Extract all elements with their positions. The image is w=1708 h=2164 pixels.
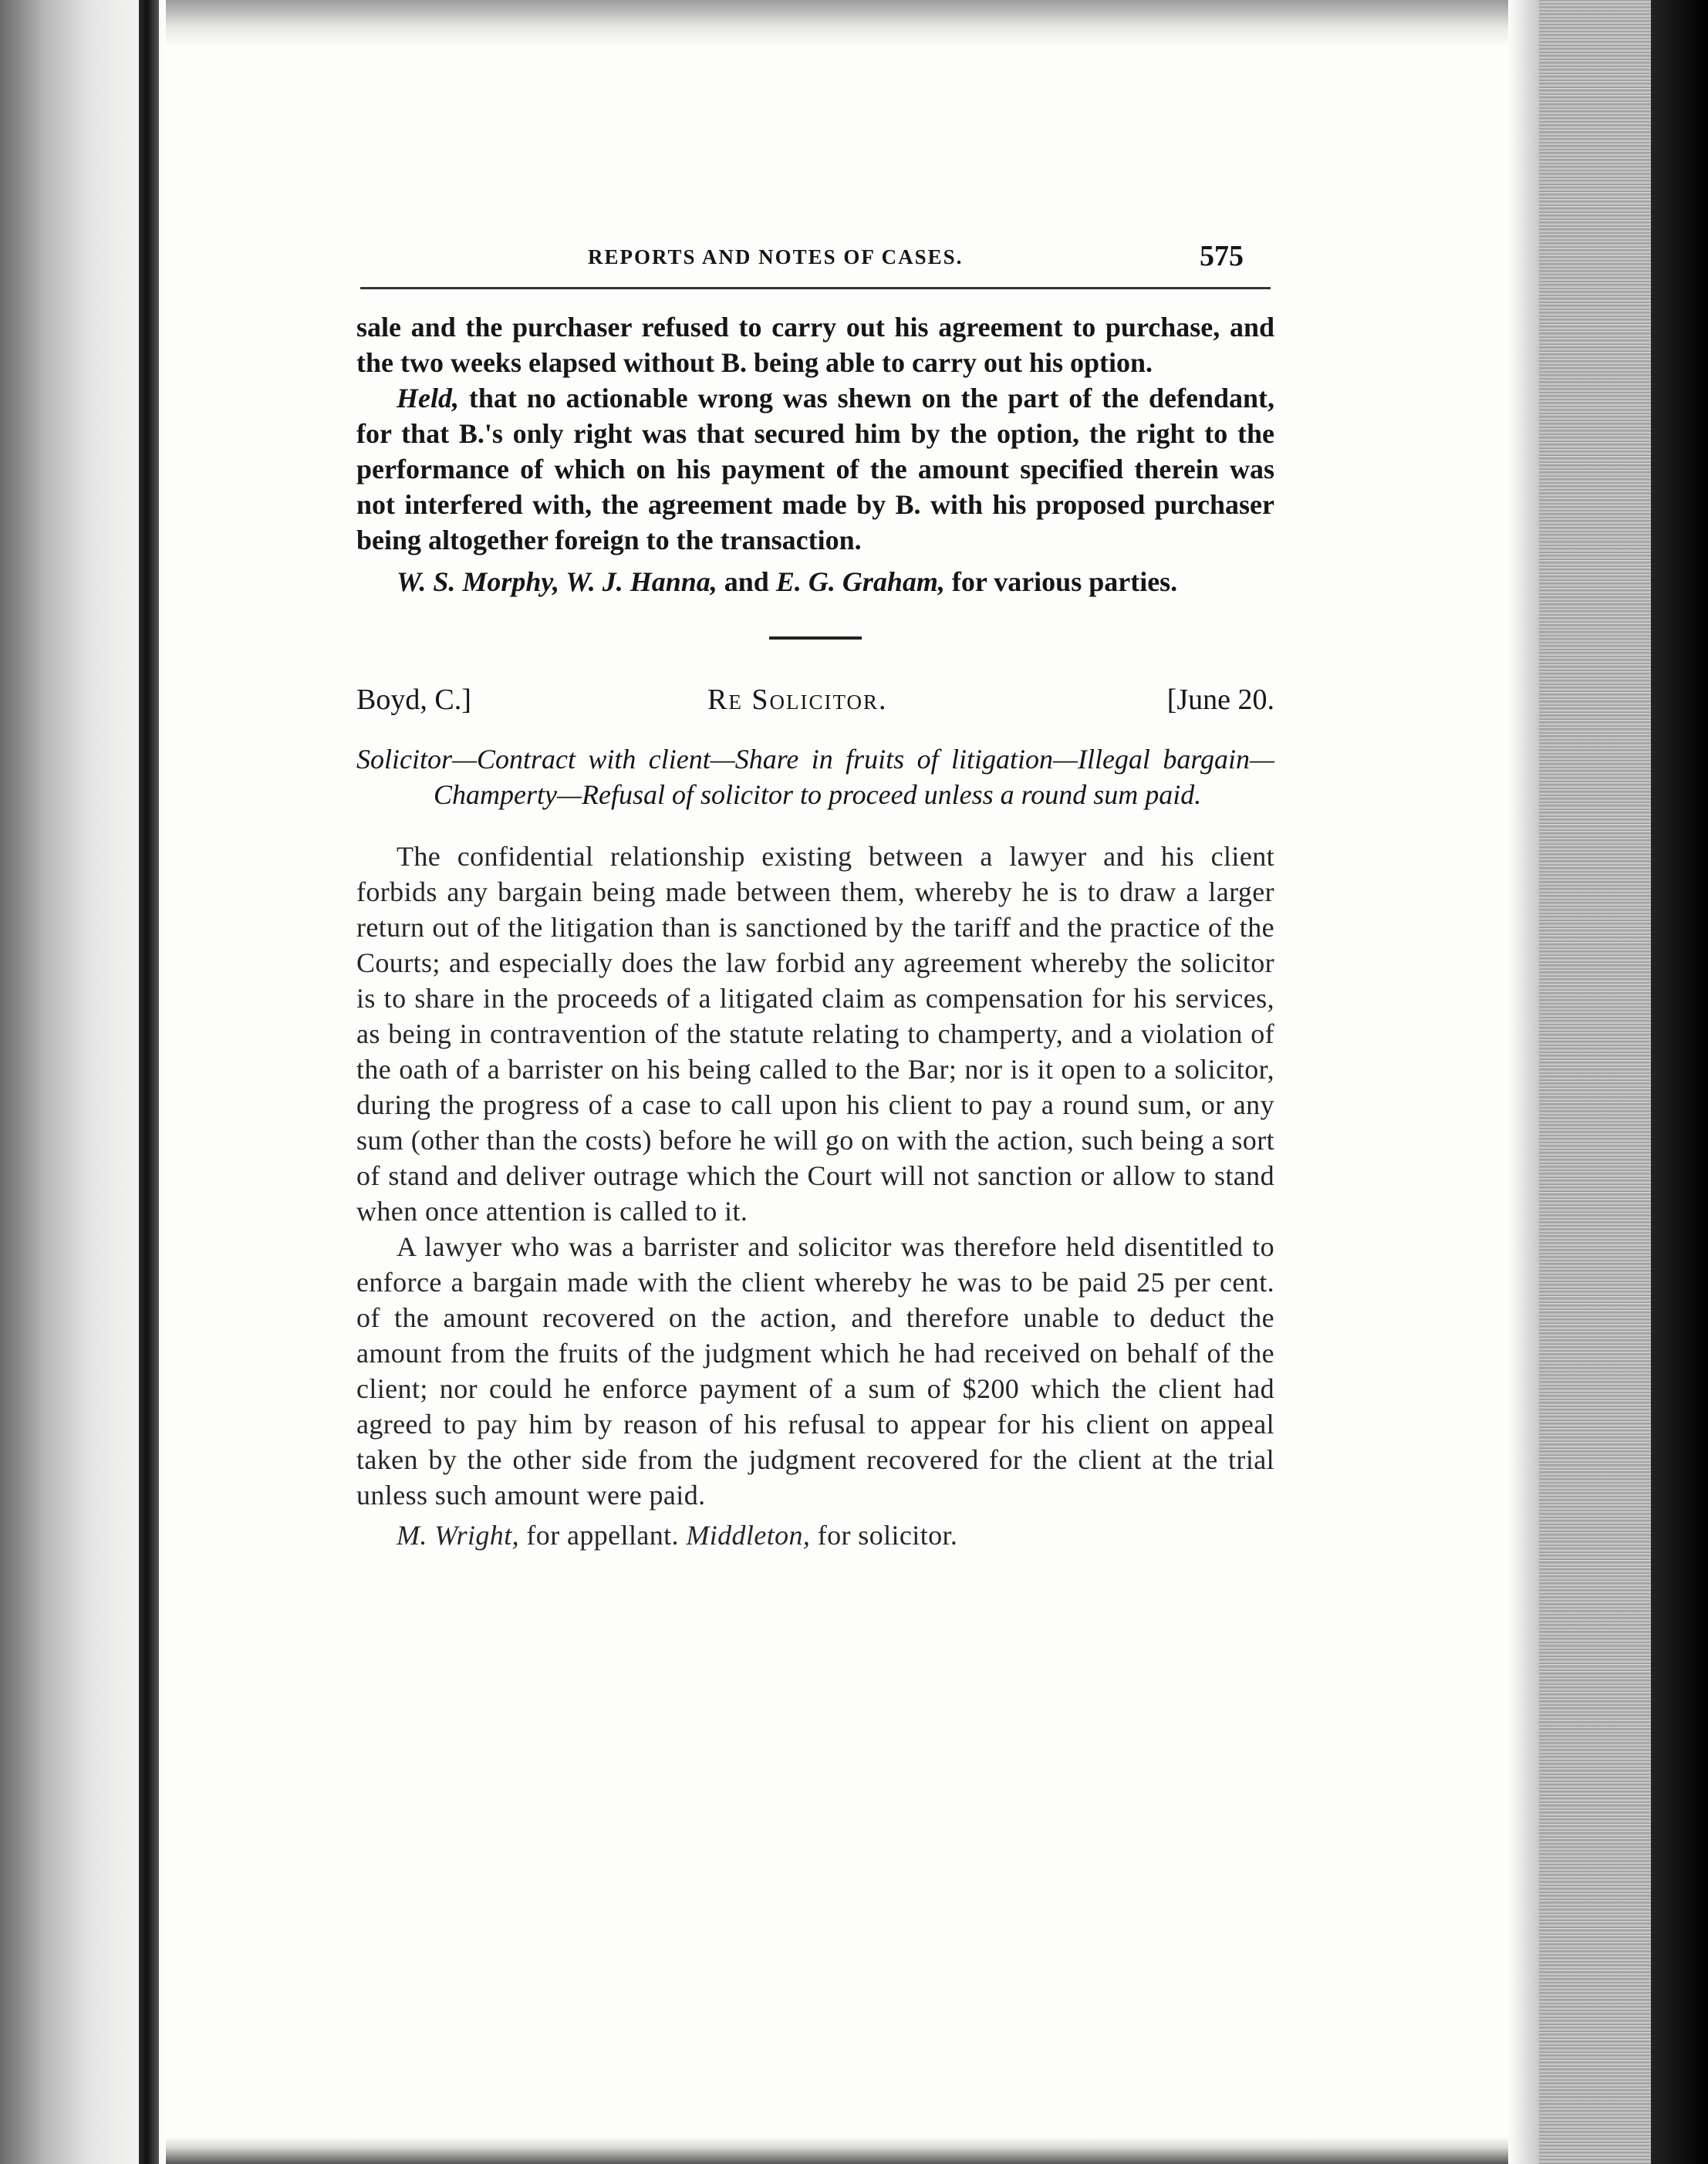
headnote: Solicitor—Contract with client—Share in fruits of litigation—Illegal bargain—Champerty—Refusal of solicitor to proceed unless a round sum paid. bbox=[356, 744, 1274, 810]
scan-edge-right-black bbox=[1651, 0, 1708, 2164]
case-date: [June 20. bbox=[1166, 684, 1274, 716]
body-paragraph-2: A lawyer who was a barrister and solicitor was therefore held disentitled to enforce a bargain made with the client whereby he was to be paid 25 per cent. of the amount recovered on the action, and therefore unable to deduct the amount from the fruits of the judgment which he had received on behalf of the client; nor could he enforce payment of a sum of $200 which the client had agreed to pay him by reason of his refusal to appear for his client on appeal taken by the other side from the judgment recovered for the client at the trial unless such amount were paid. bbox=[356, 1231, 1274, 1511]
judge: Boyd, C.] bbox=[356, 684, 471, 716]
running-head-title: REPORTS AND NOTES OF CASES. bbox=[588, 245, 964, 268]
body-paragraph-1: The confidential relationship existing between a lawyer and his client forbids any bargain being made between them, whereby he is to draw a larger return out of the litigation than is sanctioned by the tariff and the practice of the Courts; and especially does the law forbid any agreement whereby the solicitor is to share in the proceeds of a litigated claim as compensation for his services, as being in contravention of the statute relating to champerty, and a violation of the oath of a barrister on his being called to the Bar; nor is it open to a solicitor, during the progress of a case to call upon his client to pay a round sum, or any sum (other than the costs) before he will go on with the action, such being a sort of stand and deliver outrage which the Court will not sanction or allow to stand when once attention is called to it. bbox=[356, 841, 1274, 1227]
previous-case-section bbox=[356, 309, 1274, 599]
case-body bbox=[356, 839, 1274, 1553]
held-label: Held, bbox=[397, 383, 459, 414]
book-page bbox=[356, 231, 1274, 1553]
case-separator-rule bbox=[769, 636, 862, 640]
page-number: 575 bbox=[1200, 240, 1244, 272]
held-text: that no actionable wrong was shewn on the part of the defendant, for that B.'s only right was that secured him by the option, the right to the performance of which on his payment of the amount specified therein was not interfered with, the agreement made by B. with his proposed purchaser being altogether foreign to the transaction. bbox=[356, 383, 1274, 555]
header-rule bbox=[360, 287, 1271, 289]
counsel-2-role: for solicitor. bbox=[810, 1520, 958, 1551]
counsel-1-role: for appellant. bbox=[519, 1520, 687, 1551]
case-heading bbox=[356, 683, 1274, 721]
counsel-names: W. S. Morphy, W. J. Hanna, bbox=[397, 566, 717, 597]
case-title: Re Solicitor. bbox=[707, 684, 888, 716]
counsel-line bbox=[356, 564, 1274, 599]
counsel-role: for various parties. bbox=[944, 566, 1178, 597]
scan-edge-bottom bbox=[154, 2137, 1512, 2164]
counsel-name-last: E. G. Graham, bbox=[775, 566, 945, 597]
case-counsel-line bbox=[356, 1518, 1274, 1553]
book-spine-shadow bbox=[139, 0, 159, 2164]
scan-edge-top bbox=[154, 0, 1512, 46]
counsel-2-name: Middleton, bbox=[686, 1520, 811, 1551]
running-head bbox=[356, 231, 1274, 278]
counsel-1-name: M. Wright, bbox=[397, 1520, 520, 1551]
scan-edge-right-shade bbox=[1508, 0, 1539, 2164]
continuation-paragraph: sale and the purchaser refused to carry out his agreement to purchase, and the two weeks elapsed without B. being able to carry out his option. bbox=[356, 312, 1274, 378]
counsel-and: and bbox=[717, 566, 776, 597]
held-paragraph bbox=[356, 380, 1274, 558]
